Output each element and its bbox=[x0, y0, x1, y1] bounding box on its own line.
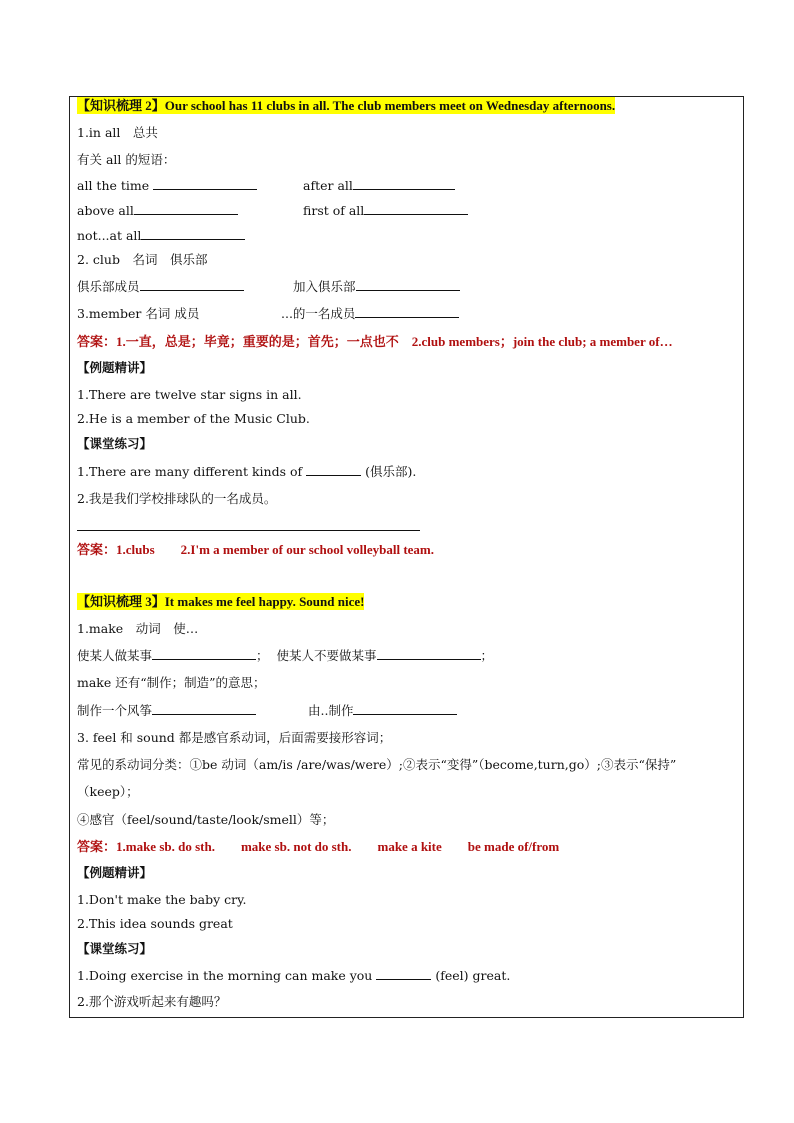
blank-line[interactable] bbox=[152, 702, 256, 715]
s2-example1: 1.There are twelve star signs in all. bbox=[77, 387, 302, 402]
s2-row2-left bbox=[77, 202, 238, 220]
s3-r2a-label: 制作一个风筝 bbox=[77, 703, 153, 718]
s3-example1: 1.Don't make the baby cry. bbox=[77, 892, 247, 907]
s3-r2b-label: 由..制作 bbox=[308, 703, 354, 718]
s2-r3a-label: not...at all bbox=[77, 228, 142, 243]
section2-heading-text: 【知识梳理 2】Our school has 11 clubs in all. The club members meet on Wednesday afternoons. bbox=[77, 98, 616, 113]
s2-pr1a-text: 1.There are many different kinds of bbox=[77, 464, 303, 479]
s2-example2: 2.He is a member of the Music Club. bbox=[77, 411, 310, 426]
blank-line[interactable] bbox=[364, 202, 468, 215]
s3-answer: 答案：1.make sb. do sth. make sb. not do sth. make a kite be made of/from bbox=[77, 839, 560, 854]
s3-row2-left bbox=[77, 702, 256, 720]
s3-senses: ④感官（feel/sound/taste/look/smell）等； bbox=[77, 812, 335, 827]
s2-row5-left: 3.member 名词 成员 bbox=[77, 306, 200, 321]
s2-row3-left bbox=[77, 227, 245, 245]
s3-row1 bbox=[77, 647, 493, 665]
s2-phrase-intro: 有关 all 的短语： bbox=[77, 152, 176, 167]
s3-r1a-label: 使某人做某事 bbox=[77, 648, 153, 663]
blank-line[interactable] bbox=[355, 305, 459, 318]
blank-line[interactable] bbox=[353, 702, 457, 715]
s3-keep: （keep）； bbox=[77, 784, 139, 799]
s3-make-meaning: make 还有“制作；制造”的意思； bbox=[77, 675, 266, 690]
s2-practice-title: 【课堂练习】 bbox=[77, 436, 153, 451]
s2-r4a-label: 俱乐部成员 bbox=[77, 279, 140, 294]
s2-example-title: 【例题精讲】 bbox=[77, 360, 153, 375]
blank-line[interactable] bbox=[140, 278, 244, 291]
s2-r2a-label: above all bbox=[77, 203, 134, 218]
s2-pr1b-text: (俱乐部). bbox=[365, 464, 417, 479]
blank-line[interactable] bbox=[376, 967, 431, 980]
s2-row4-left bbox=[77, 278, 244, 296]
s3-example-title: 【例题精讲】 bbox=[77, 865, 153, 880]
s2-row5-right bbox=[281, 305, 459, 323]
s2-practice2: 2.我是我们学校排球队的一名成员。 bbox=[77, 491, 277, 506]
s3-pr1a-text: 1.Doing exercise in the morning can make you bbox=[77, 968, 373, 983]
s3-r1-end: ； bbox=[480, 648, 494, 663]
blank-line[interactable] bbox=[153, 177, 257, 190]
answer-line[interactable] bbox=[77, 530, 420, 531]
s3-point3: 3. feel 和 sound 都是感官系动词，后面需要接形容词； bbox=[77, 730, 392, 745]
s2-r2b-label: first of all bbox=[303, 203, 365, 218]
s2-point2: 2. club 名词 俱乐部 bbox=[77, 252, 208, 267]
s3-practice2: 2.那个游戏听起来有趣吗？ bbox=[77, 994, 227, 1009]
s2-r5b-label: ...的一名成员 bbox=[281, 306, 356, 321]
s2-r4b-label: 加入俱乐部 bbox=[293, 279, 356, 294]
s2-row1-left bbox=[77, 177, 257, 195]
s3-pr1b-text: (feel) great. bbox=[435, 968, 511, 983]
s2-row1-right bbox=[303, 177, 455, 195]
s3-point1: 1.make 动词 使… bbox=[77, 621, 199, 636]
s3-r1b-label: 使某人不要做某事 bbox=[276, 648, 377, 663]
blank-line[interactable] bbox=[306, 463, 361, 476]
s3-row2-right bbox=[308, 702, 457, 720]
blank-line[interactable] bbox=[356, 278, 460, 291]
s2-row4-right bbox=[293, 278, 460, 296]
section3-heading-text: 【知识梳理 3】It makes me feel happy. Sound nice! bbox=[77, 594, 365, 609]
s2-r1b-label: after all bbox=[303, 178, 353, 193]
blank-line[interactable] bbox=[134, 202, 238, 215]
s3-practice-title: 【课堂练习】 bbox=[77, 941, 153, 956]
section3-heading bbox=[77, 593, 364, 611]
s3-linking-verbs: 常见的系动词分类：①be 动词（am/is /are/was/were）;②表示“变得”（become,turn,go）;③表示“保持” bbox=[77, 757, 677, 772]
blank-line[interactable] bbox=[377, 647, 481, 660]
s2-practice1 bbox=[77, 463, 416, 481]
s3-r1-sep: ； bbox=[256, 648, 269, 663]
s2-point1: 1.in all 总共 bbox=[77, 125, 158, 140]
s2-r1a-label: all the time bbox=[77, 178, 150, 193]
section2-heading bbox=[77, 97, 615, 115]
s2-answer: 答案：1.一直，总是；毕竟；重要的是；首先；一点也不 2.club members；join the club; a member of… bbox=[77, 334, 673, 349]
blank-line[interactable] bbox=[141, 227, 245, 240]
s2-row2-right bbox=[303, 202, 468, 220]
s2-answer2: 答案：1.clubs 2.I'm a member of our school volleyball team. bbox=[77, 542, 435, 557]
blank-line[interactable] bbox=[353, 177, 455, 190]
blank-line[interactable] bbox=[152, 647, 256, 660]
s3-example2: 2.This idea sounds great bbox=[77, 916, 233, 931]
s3-practice1 bbox=[77, 967, 510, 985]
